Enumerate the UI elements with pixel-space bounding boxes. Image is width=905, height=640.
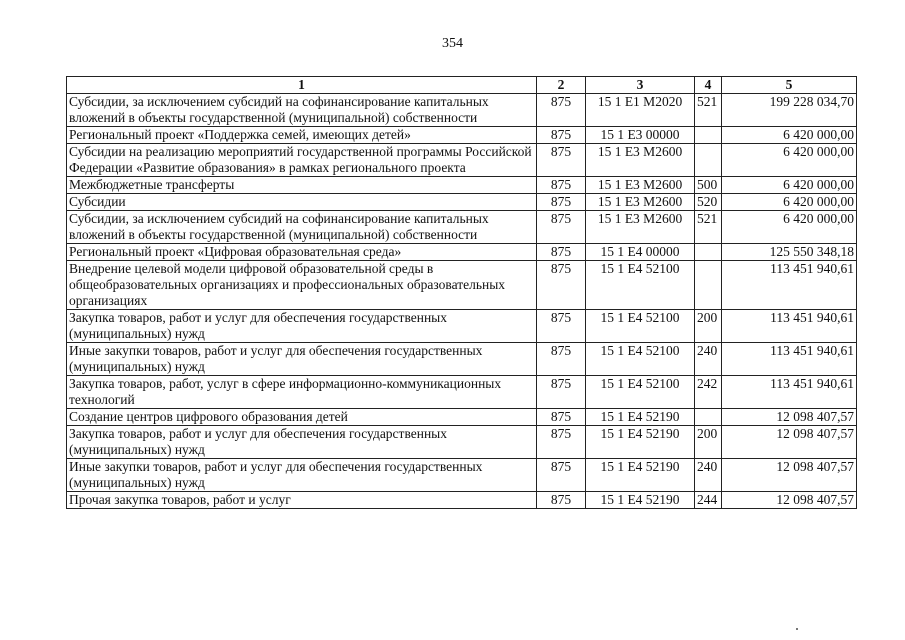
row-name-cell: Закупка товаров, работ и услуг для обеспечения государственных (муниципальных) нужд	[67, 310, 537, 343]
row-target-article-cell: 15 1 E3 M2600	[586, 177, 695, 194]
scan-speck	[796, 628, 798, 630]
header-col-2: 2	[537, 77, 586, 94]
table-row	[67, 211, 857, 244]
row-admin-code-cell: 875	[537, 343, 586, 376]
row-admin-code-cell: 875	[537, 459, 586, 492]
row-target-article-cell: 15 1 E1 M2020	[586, 94, 695, 127]
row-name-cell: Закупка товаров, работ и услуг для обеспечения государственных (муниципальных) нужд	[67, 426, 537, 459]
row-admin-code-cell: 875	[537, 261, 586, 310]
row-expense-type-cell	[695, 409, 722, 426]
row-expense-type-cell: 240	[695, 459, 722, 492]
row-target-article-cell: 15 1 E4 52100	[586, 310, 695, 343]
table-row	[67, 492, 857, 509]
row-amount-cell: 6 420 000,00	[722, 127, 857, 144]
row-admin-code-cell: 875	[537, 94, 586, 127]
page-number: 354	[442, 36, 463, 51]
row-name-cell: Внедрение целевой модели цифровой образовательной среды в общеобразовательных организациях и профессиональных образовательных организациях	[67, 261, 537, 310]
row-amount-cell: 199 228 034,70	[722, 94, 857, 127]
row-amount-cell: 113 451 940,61	[722, 343, 857, 376]
row-amount-cell: 12 098 407,57	[722, 409, 857, 426]
table-row	[67, 426, 857, 459]
row-amount-cell: 113 451 940,61	[722, 376, 857, 409]
row-expense-type-cell: 521	[695, 211, 722, 244]
row-expense-type-cell: 200	[695, 310, 722, 343]
row-expense-type-cell	[695, 127, 722, 144]
row-expense-type-cell	[695, 244, 722, 261]
row-expense-type-cell	[695, 261, 722, 310]
table-row	[67, 244, 857, 261]
row-expense-type-cell	[695, 144, 722, 177]
row-target-article-cell: 15 1 E3 M2600	[586, 211, 695, 244]
row-name-cell: Субсидии	[67, 194, 537, 211]
row-admin-code-cell: 875	[537, 144, 586, 177]
row-admin-code-cell: 875	[537, 194, 586, 211]
row-name-cell: Субсидии, за исключением субсидий на софинансирование капитальных вложений в объекты государственной (муниципальной) собственности	[67, 94, 537, 127]
row-name-cell: Закупка товаров, работ, услуг в сфере информационно-коммуникационных технологий	[67, 376, 537, 409]
row-name-cell: Создание центров цифрового образования детей	[67, 409, 537, 426]
table-row	[67, 177, 857, 194]
table-row	[67, 261, 857, 310]
row-name-cell: Региональный проект «Цифровая образовательная среда»	[67, 244, 537, 261]
row-amount-cell: 12 098 407,57	[722, 492, 857, 509]
row-amount-cell: 12 098 407,57	[722, 459, 857, 492]
row-target-article-cell: 15 1 E3 M2600	[586, 194, 695, 211]
row-expense-type-cell: 200	[695, 426, 722, 459]
row-amount-cell: 125 550 348,18	[722, 244, 857, 261]
header-col-4: 4	[695, 77, 722, 94]
table-row	[67, 310, 857, 343]
row-name-cell: Субсидии на реализацию мероприятий государственной программы Российской Федерации «Развитие образования» в рамках регионального проекта	[67, 144, 537, 177]
table-row	[67, 94, 857, 127]
row-name-cell: Субсидии, за исключением субсидий на софинансирование капитальных вложений в объекты государственной (муниципальной) собственности	[67, 211, 537, 244]
header-col-5: 5	[722, 77, 857, 94]
row-amount-cell: 6 420 000,00	[722, 211, 857, 244]
row-admin-code-cell: 875	[537, 310, 586, 343]
table-row	[67, 144, 857, 177]
row-name-cell: Иные закупки товаров, работ и услуг для обеспечения государственных (муниципальных) нужд	[67, 343, 537, 376]
row-admin-code-cell: 875	[537, 376, 586, 409]
row-admin-code-cell: 875	[537, 409, 586, 426]
row-target-article-cell: 15 1 E4 52100	[586, 376, 695, 409]
row-amount-cell: 6 420 000,00	[722, 144, 857, 177]
row-expense-type-cell: 244	[695, 492, 722, 509]
header-col-1: 1	[67, 77, 537, 94]
table-row	[67, 127, 857, 144]
row-target-article-cell: 15 1 E3 M2600	[586, 144, 695, 177]
row-expense-type-cell: 500	[695, 177, 722, 194]
row-name-cell: Региональный проект «Поддержка семей, имеющих детей»	[67, 127, 537, 144]
row-name-cell: Прочая закупка товаров, работ и услуг	[67, 492, 537, 509]
table-row	[67, 409, 857, 426]
row-target-article-cell: 15 1 E4 52190	[586, 409, 695, 426]
table-row	[67, 376, 857, 409]
row-admin-code-cell: 875	[537, 127, 586, 144]
row-target-article-cell: 15 1 E4 52190	[586, 459, 695, 492]
row-admin-code-cell: 875	[537, 426, 586, 459]
row-amount-cell: 6 420 000,00	[722, 194, 857, 211]
row-amount-cell: 6 420 000,00	[722, 177, 857, 194]
row-target-article-cell: 15 1 E3 00000	[586, 127, 695, 144]
row-target-article-cell: 15 1 E4 52190	[586, 492, 695, 509]
table-row	[67, 459, 857, 492]
row-amount-cell: 113 451 940,61	[722, 310, 857, 343]
row-admin-code-cell: 875	[537, 492, 586, 509]
row-expense-type-cell: 240	[695, 343, 722, 376]
row-admin-code-cell: 875	[537, 211, 586, 244]
row-expense-type-cell: 242	[695, 376, 722, 409]
row-target-article-cell: 15 1 E4 00000	[586, 244, 695, 261]
row-expense-type-cell: 520	[695, 194, 722, 211]
row-amount-cell: 12 098 407,57	[722, 426, 857, 459]
row-name-cell: Межбюджетные трансферты	[67, 177, 537, 194]
row-target-article-cell: 15 1 E4 52100	[586, 343, 695, 376]
row-amount-cell: 113 451 940,61	[722, 261, 857, 310]
table-row	[67, 343, 857, 376]
row-expense-type-cell: 521	[695, 94, 722, 127]
row-name-cell: Иные закупки товаров, работ и услуг для обеспечения государственных (муниципальных) нужд	[67, 459, 537, 492]
row-target-article-cell: 15 1 E4 52190	[586, 426, 695, 459]
table-row	[67, 194, 857, 211]
header-col-3: 3	[586, 77, 695, 94]
row-admin-code-cell: 875	[537, 244, 586, 261]
row-target-article-cell: 15 1 E4 52100	[586, 261, 695, 310]
row-admin-code-cell: 875	[537, 177, 586, 194]
budget-table	[66, 76, 857, 509]
header-row	[67, 77, 857, 94]
